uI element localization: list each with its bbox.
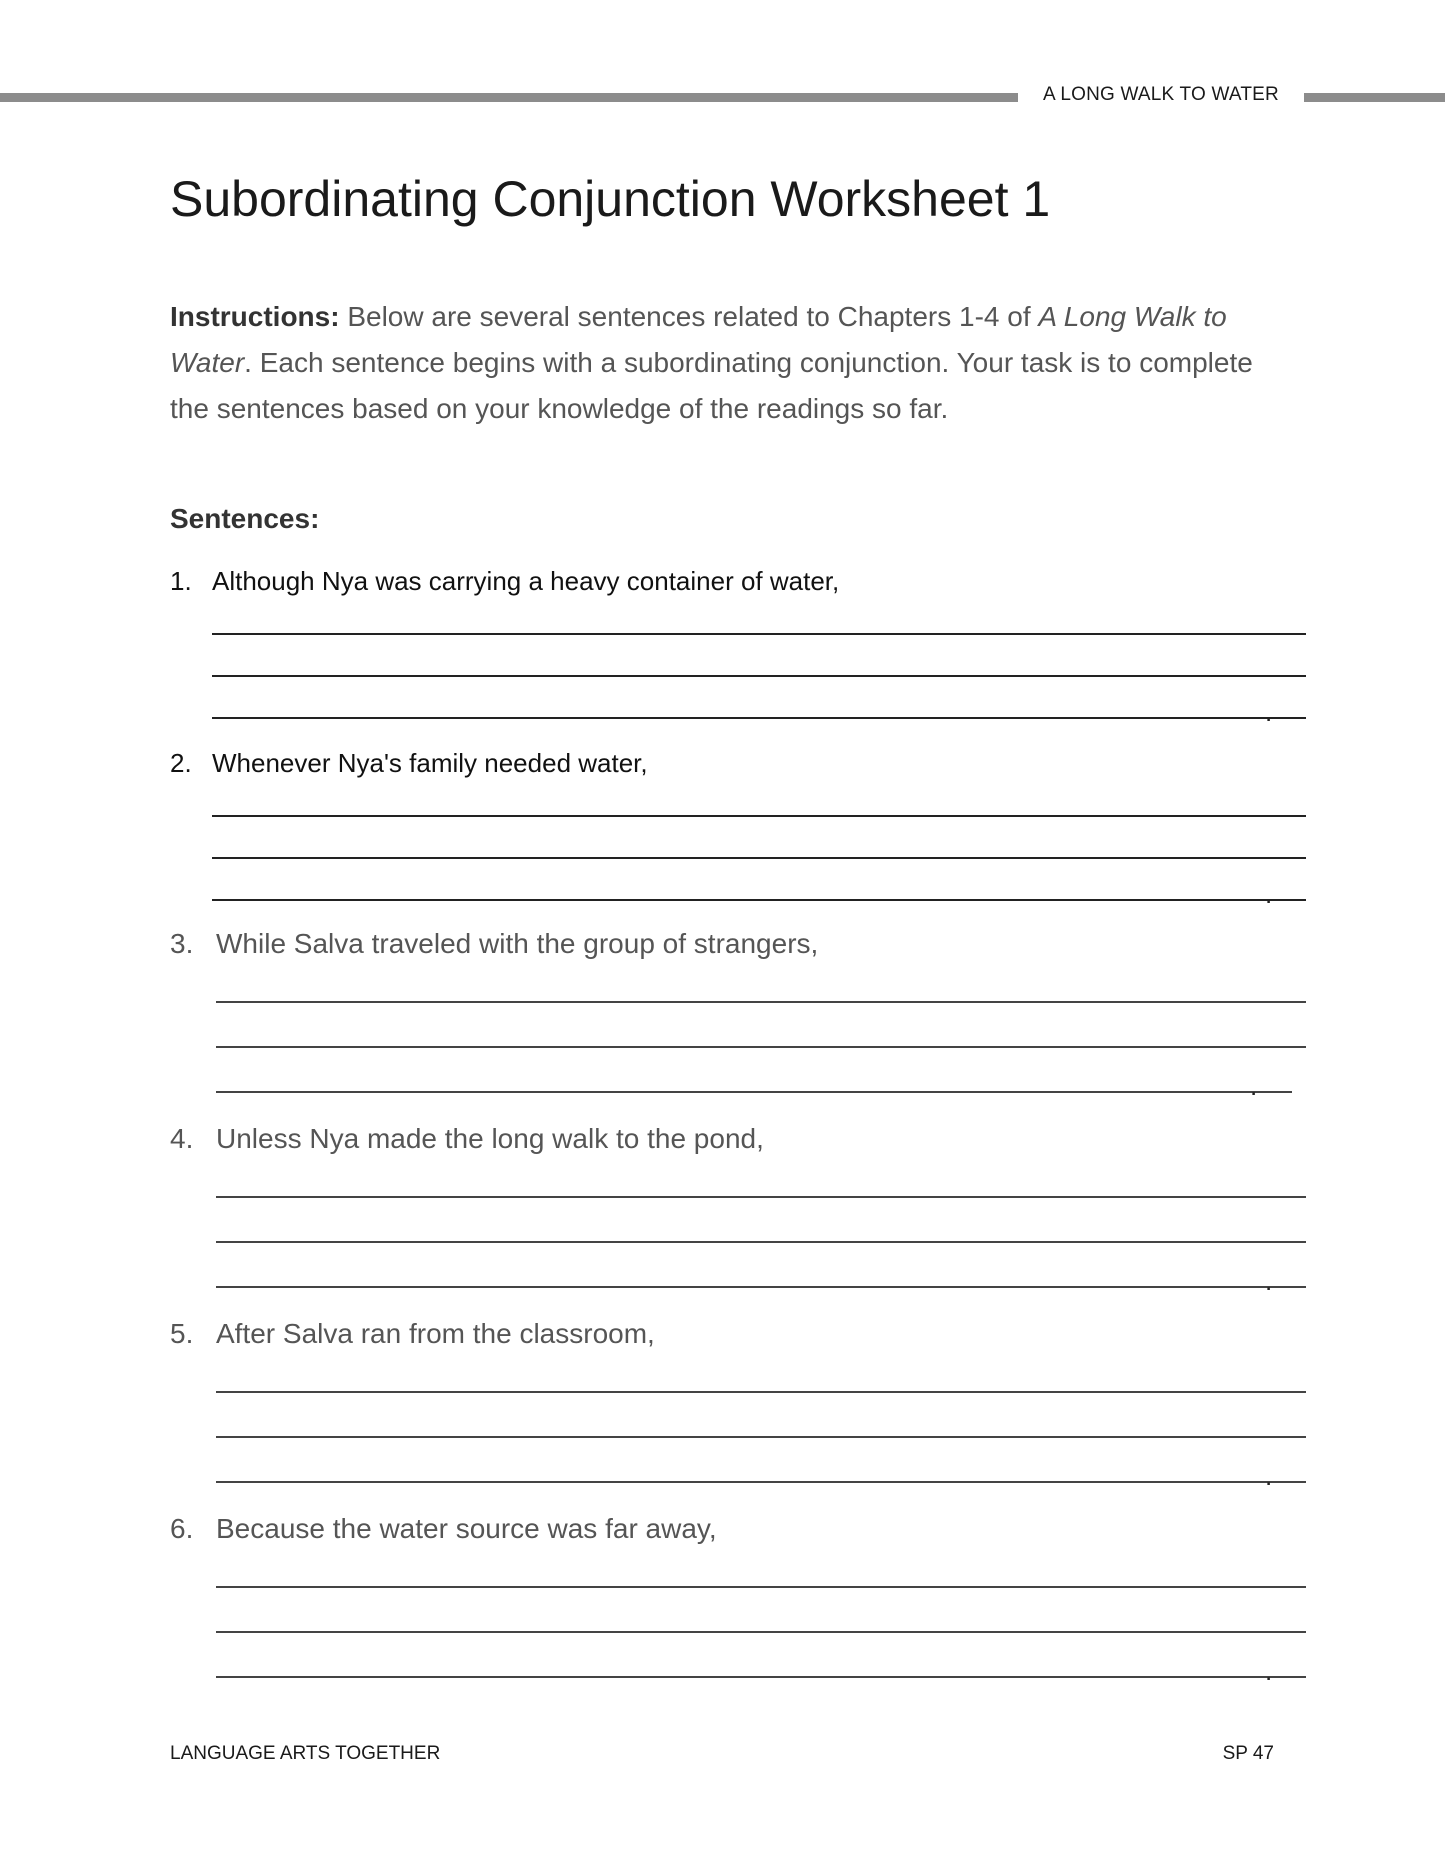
answer-line[interactable] — [216, 1091, 1292, 1093]
sentence-number: 3. — [170, 928, 194, 959]
answer-line[interactable] — [212, 857, 1306, 859]
line-end-period: . — [1250, 1071, 1258, 1101]
running-title: A LONG WALK TO WATER — [1043, 84, 1279, 105]
sentences-heading: Sentences: — [170, 503, 320, 534]
answer-line[interactable] — [212, 633, 1306, 635]
answer-line[interactable] — [216, 1391, 1306, 1393]
sentence-number: 4. — [170, 1123, 194, 1154]
instructions — [170, 294, 1270, 432]
page-title: Subordinating Conjunction Worksheet 1 — [170, 171, 1051, 227]
line-end-period: . — [1265, 1461, 1273, 1491]
answer-line[interactable] — [212, 815, 1306, 817]
sentence-prompt: Although Nya was carrying a heavy container of water, — [212, 566, 840, 596]
instructions-text-after: . Each sentence begins with a subordinating conjunction. Your task is to complete the sentences based on your knowledge of the readings so far. — [170, 347, 1253, 424]
answer-line[interactable] — [212, 717, 1306, 719]
instructions-text-before: Below are several sentences related to Chapters 1-4 of — [339, 301, 1039, 332]
answer-line[interactable] — [216, 1286, 1306, 1288]
line-end-period: . — [1265, 879, 1273, 909]
instructions-label: Instructions: — [170, 301, 340, 332]
answer-line[interactable] — [212, 675, 1306, 677]
answer-line[interactable] — [216, 1196, 1306, 1198]
line-end-period: . — [1265, 697, 1273, 727]
footer-publisher: LANGUAGE ARTS TOGETHER — [170, 1743, 441, 1764]
answer-line[interactable] — [216, 1676, 1306, 1678]
line-end-period: . — [1265, 1266, 1273, 1296]
answer-line[interactable] — [212, 899, 1306, 901]
header-rule-left — [0, 93, 1018, 102]
sentence-prompt: Unless Nya made the long walk to the pond, — [216, 1123, 764, 1154]
answer-line[interactable] — [216, 1241, 1306, 1243]
answer-line[interactable] — [216, 1586, 1306, 1588]
answer-line[interactable] — [216, 1631, 1306, 1633]
sentence-number: 5. — [170, 1318, 194, 1349]
line-end-period: . — [1265, 1656, 1273, 1686]
answer-line[interactable] — [216, 1001, 1306, 1003]
sentence-prompt: While Salva traveled with the group of strangers, — [216, 928, 819, 959]
page-number: SP 47 — [1222, 1743, 1274, 1764]
sentence-number: 2. — [170, 748, 192, 778]
sentence-prompt: After Salva ran from the classroom, — [216, 1318, 655, 1349]
sentence-number: 6. — [170, 1513, 194, 1544]
sentence-prompt: Because the water source was far away, — [216, 1513, 717, 1544]
answer-line[interactable] — [216, 1046, 1306, 1048]
header-rule-right — [1304, 93, 1445, 102]
book-title: A Long Walk to Water — [170, 301, 1227, 378]
sentence-number: 1. — [170, 566, 192, 596]
sentence-prompt: Whenever Nya's family needed water, — [212, 748, 648, 778]
answer-line[interactable] — [216, 1481, 1306, 1483]
answer-line[interactable] — [216, 1436, 1306, 1438]
